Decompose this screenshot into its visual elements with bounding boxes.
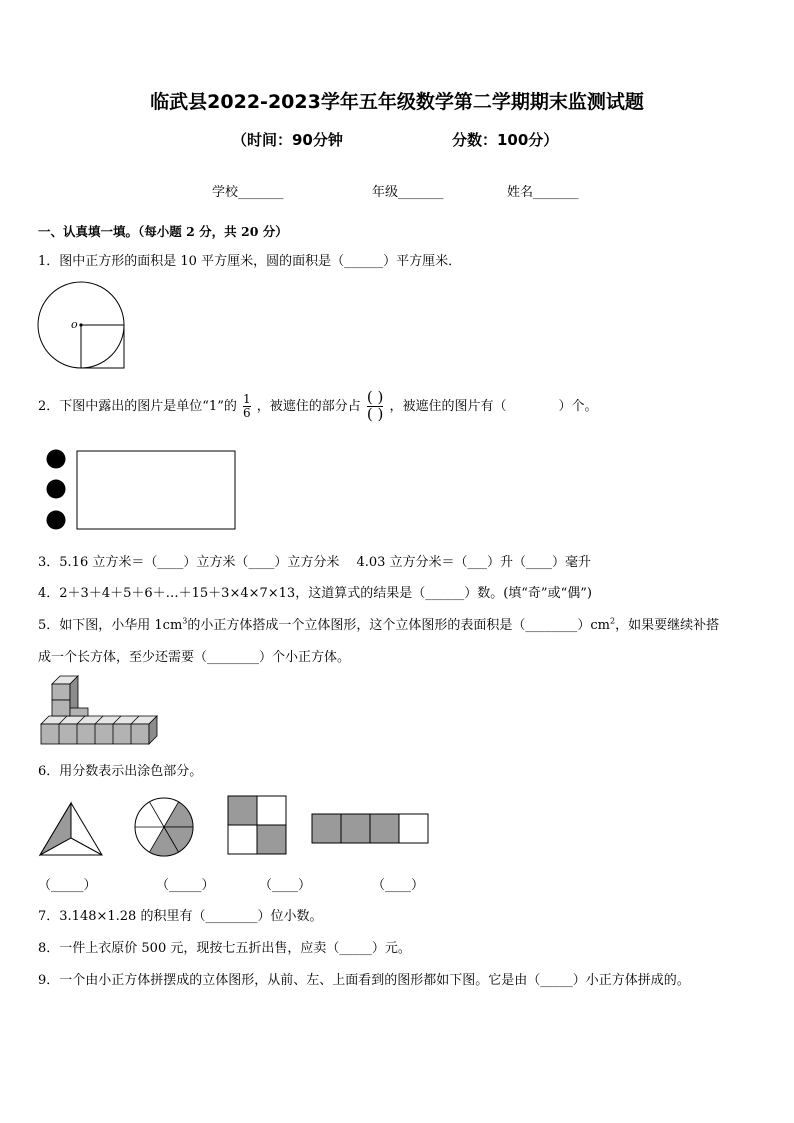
answer-blank-2[interactable]: （_____） [156,878,215,893]
question-1: 1．图中正方形的面积是 10 平方厘米，圆的面积是（______）平方厘米． [38,254,462,269]
q2-blank-fraction[interactable] [367,390,383,423]
q2-text-mid: ，被遮住的部分占 [256,398,361,414]
exam-time: （时间：90分钟 [232,131,343,149]
shaded-triangle-figure [38,800,104,858]
school-field[interactable]: 学校_______ [212,185,284,200]
q2-text-pre: 2．下图中露出的图片是单位“1”的 [38,398,237,414]
dot-1 [47,450,66,469]
shaded-bar-figure [311,813,429,845]
page-title: 临武县2022-2023学年五年级数学第二学期期末监测试题 [150,91,644,113]
q5-sup-2: 2 [610,616,616,626]
square [81,325,124,368]
covered-pictures-figure [46,448,238,532]
answer-blank-3[interactable]: （____） [259,878,312,893]
q5-text-b: 的小正方体搭成一个立体图形，这个立体图形的表面积是（________）cm [187,618,610,633]
name-field[interactable]: 姓名_______ [507,185,579,200]
q2-blank-den: ( ) [366,404,384,423]
q5-text-c: ，如果要继续补搭 [615,618,720,633]
center-label: o [71,318,78,331]
answer-blank-1[interactable]: （_____） [38,878,97,893]
question-5-line-2: 成一个长方体，至少还需要（________）个小正方体。 [38,650,351,665]
circle-square-figure [36,280,128,372]
q2-fraction [243,393,251,419]
shaded-square-figure [227,795,287,855]
question-3: 3．5.16 立方米＝（____）立方米（____）立方分米 4.03 立方分米＝（___）升（____）毫升 [38,555,592,570]
grade-field[interactable]: 年级_______ [372,185,444,200]
answer-blank-4[interactable]: （____） [372,878,425,893]
cover-rectangle [77,451,235,529]
question-9: 9．一个由小正方体拼摆成的立体图形，从前、左、上面看到的图形都如下图。它是由（_____）小正方体拼成的。 [38,973,690,988]
q2-frac-num: 1 [242,392,251,407]
dot-2 [47,480,66,499]
q5-sup-3: 3 [182,616,188,626]
center-point [79,323,82,326]
question-2 [38,390,598,423]
question-8: 8．一件上衣原价 500 元，现按七五折出售，应卖（_____）元。 [38,941,411,956]
shaded-circle-figure [133,796,195,858]
q2-blank-num: ( ) [366,388,384,406]
section-heading: 一、认真填一填。（每小题 2 分，共 20 分） [38,224,288,239]
question-6: 6．用分数表示出涂色部分。 [38,764,203,779]
cubes-figure [38,674,160,746]
dot-3 [47,511,66,530]
question-5-line-1 [38,614,719,633]
q2-frac-den: 6 [242,405,251,420]
q2-text-post: ，被遮住的图片有（ ）个。 [389,398,598,414]
question-7: 7．3.148×1.28 的积里有（________）位小数。 [38,909,323,924]
q5-text-a: 5．如下图，小华用 1cm [38,618,183,633]
exam-score: 分数：100分） [452,131,559,149]
question-4: 4．2＋3＋4＋5＋6＋…＋15＋3×4×7×13，这道算式的结果是（______）数。(填“奇”或“偶”) [38,586,592,601]
